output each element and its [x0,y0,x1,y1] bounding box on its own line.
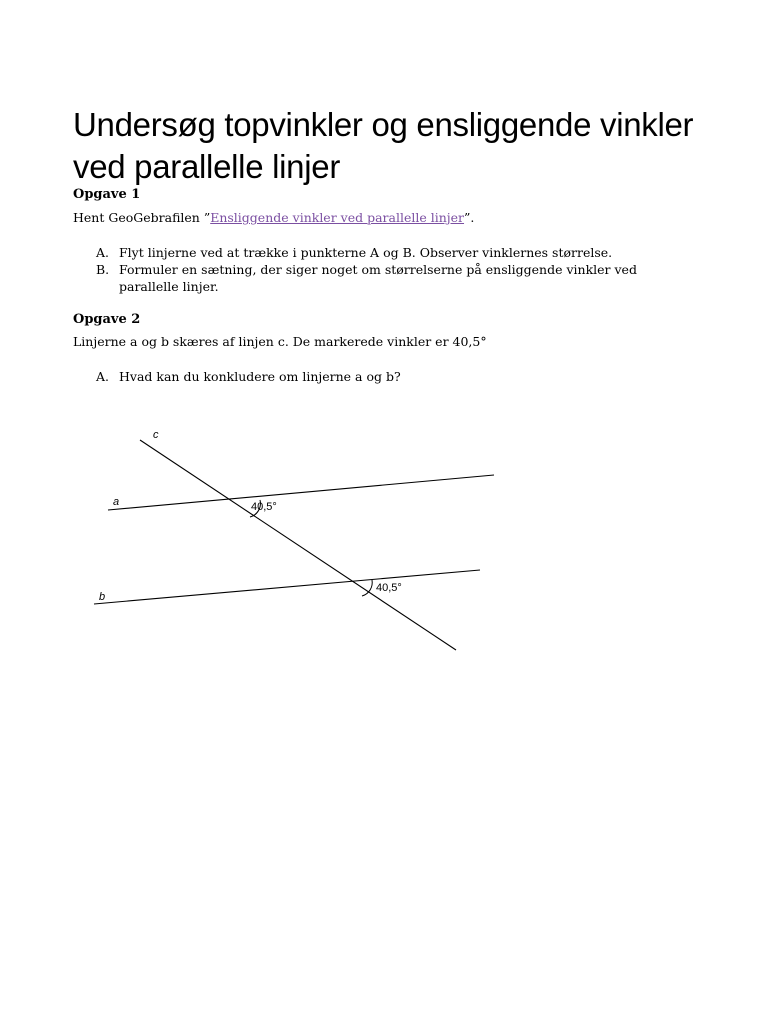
task2-list [73,368,679,385]
list-item [73,368,679,385]
line-c [140,440,456,650]
line-a [108,475,494,510]
angle-label-top: 40,5° [251,501,277,513]
task1-intro [73,209,474,226]
line-a-label: a [113,496,120,508]
list-item-text: Flyt linjerne ved at trække i punkterne A og B. Observer vinklernes størrelse. [119,245,613,260]
task2-intro: Linjerne a og b skæres af linjen c. De markerede vinkler er 40,5° [73,334,487,349]
line-b [94,570,480,604]
list-item-text: Formuler en sætning, der siger noget om størrelserne på ensliggende vinkler ved parallelle linjer. [119,262,637,294]
list-marker: B. [96,262,110,277]
task1-intro-suffix: ”. [464,210,475,225]
angle-label-bottom: 40,5° [376,582,402,594]
list-item-text: Hvad kan du konkludere om linjerne a og b? [119,369,401,384]
parallel-lines-figure [90,420,510,660]
line-c-label: c [153,429,159,441]
list-marker: A. [96,245,110,260]
line-b-label: b [99,591,106,603]
list-item [73,261,679,295]
list-item [73,244,679,261]
task1-list [73,244,679,295]
task1-intro-prefix: Hent GeoGebrafilen ” [73,210,211,225]
geogebra-file-link[interactable]: Ensliggende vinkler ved parallelle linjer [210,210,465,225]
task1-heading: Opgave 1 [73,187,141,202]
list-marker: A. [96,369,110,384]
page-title: Undersøg topvinkler og ensliggende vinkler ved parallelle linjer [73,106,694,185]
task2-heading: Opgave 2 [73,312,141,327]
